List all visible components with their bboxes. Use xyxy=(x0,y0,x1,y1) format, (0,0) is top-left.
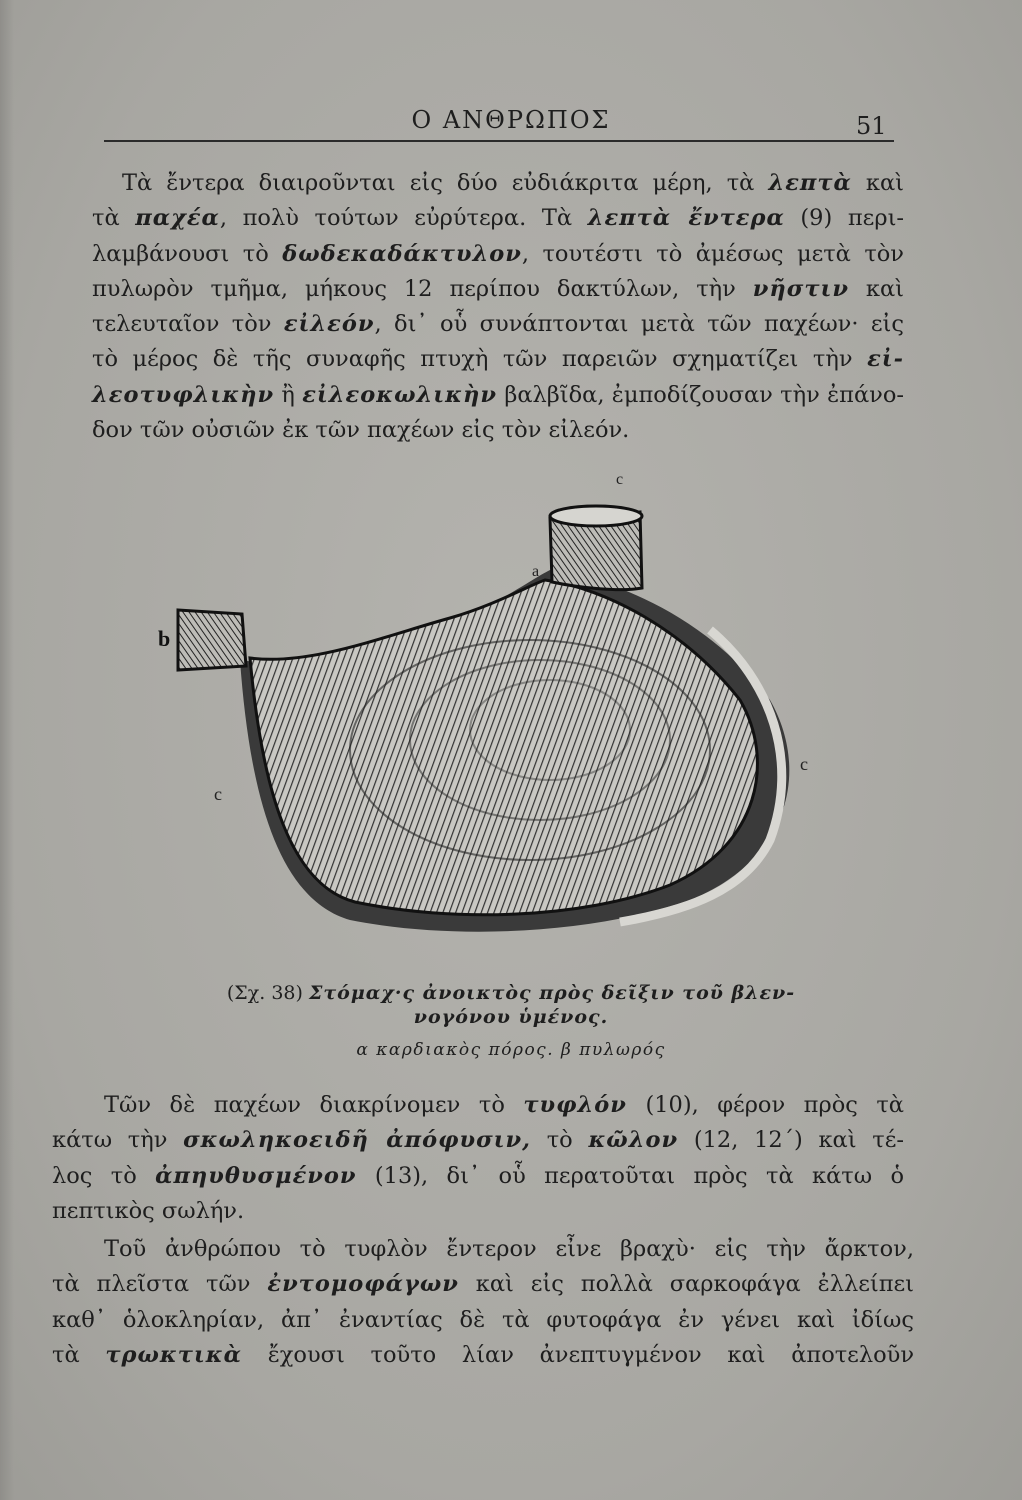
figure-label-left-tube: b xyxy=(158,626,171,651)
figure-label-tube: a xyxy=(532,563,540,580)
paragraph-intestines xyxy=(92,166,904,448)
paragraph-caecum xyxy=(52,1232,914,1373)
figure-label-top: c xyxy=(616,471,624,488)
text-line: Τῶν δὲ παχέων διακρίνομεν τὸ τυφλόν (10), φέρον πρὸς τὰ xyxy=(104,1092,905,1118)
text-line: καθ᾽ ὁλοκληρίαν, ἀπ᾽ ἐναντίας δὲ τὰ φυτοφάγα ἐν γένει καὶ ἰδίως xyxy=(52,1306,914,1333)
figure-label-right: c xyxy=(800,754,808,774)
text-line: πεπτικὸς σωλήν. xyxy=(52,1197,245,1224)
running-head-title: Ο ΑΝΘΡΩΠΟΣ xyxy=(411,106,611,134)
text-line: τελευταῖον τὸν εἰλεόν, δι᾽ οὗ συνάπτονται μετὰ τῶν παχέων· εἰς xyxy=(92,311,904,338)
caption-title-line1: Στόμαχ·ς ἀνοικτὸς πρὸς δεῖξιν τοῦ βλεν- xyxy=(308,982,796,1004)
text-line: τὰ τρωκτικὰ ἔχουσι τοῦτο λίαν ἀνεπτυγμένον καὶ ἀποτελοῦν xyxy=(52,1341,915,1368)
text-line: τὰ πλεῖστα τῶν ἐντομοφάγων καὶ εἰς πολλὰ σαρκοφάγα ἐλλείπει xyxy=(52,1271,914,1298)
stomach-illustration xyxy=(150,470,830,940)
figure-caption-line2: νογόνου ὑμένος. xyxy=(413,1006,609,1028)
text-line: λαμβάνουσι τὸ δωδεκαδάκτυλον, τουτέστι τὸ ἀμέσως μετὰ τὸν xyxy=(92,240,904,267)
header-rule xyxy=(104,140,894,142)
text-line: κάτω τὴν σκωληκοειδῆ ἀπόφυσιν, τὸ κῶλον (12, 12΄) καὶ τέ- xyxy=(52,1127,904,1154)
paragraph-large-intestine xyxy=(52,1088,904,1229)
text-line: τὰ παχέα, πολὺ τούτων εὐρύτερα. Τὰ λεπτὰ ἔντερα (9) περι- xyxy=(92,205,904,232)
figure-caption xyxy=(0,982,1022,1004)
figure-caption-legend: α καρδιακὸς πόρος. β πυλωρός xyxy=(356,1040,666,1060)
text-line: Τὰ ἔντερα διαιροῦνται εἰς δύο εὐδιάκριτα μέρη, τὰ λεπτὰ καὶ xyxy=(122,170,904,196)
cardiac-opening xyxy=(550,506,642,526)
page-edge-shadow xyxy=(0,0,14,1500)
figure-number: (Σχ. 38) xyxy=(226,982,303,1004)
text-line: Τοῦ ἀνθρώπου τὸ τυφλὸν ἔντερον εἶνε βραχὺ· εἰς τὴν ἄρκτον, xyxy=(104,1236,914,1262)
text-line: τὸ μέρος δὲ τῆς συναφῆς πτυχὴ τῶν παρειῶν σχηματίζει τὴν εἰ- xyxy=(92,346,904,373)
text-line: λος τὸ ἀπηυθυσμένον (13), δι᾽ οὗ περατοῦται πρὸς τὰ κάτω ὁ xyxy=(52,1162,904,1189)
figure-label-left: c xyxy=(214,784,222,804)
pyloric-tube xyxy=(178,610,246,670)
text-line: πυλωρὸν τμῆμα, μήκους 12 περίπου δακτύλων, τὴν νῆστιν καὶ xyxy=(92,275,904,302)
text-line: δον τῶν οὐσιῶν ἐκ τῶν παχέων εἰς τὸν εἰλεόν. xyxy=(92,417,630,444)
page-number: 51 xyxy=(856,112,887,140)
text-line: λεοτυφλικὴν ἢ εἰλεοκωλικὴν βαλβῖδα, ἐμποδίζουσαν τὴν ἐπάνο- xyxy=(92,381,904,408)
